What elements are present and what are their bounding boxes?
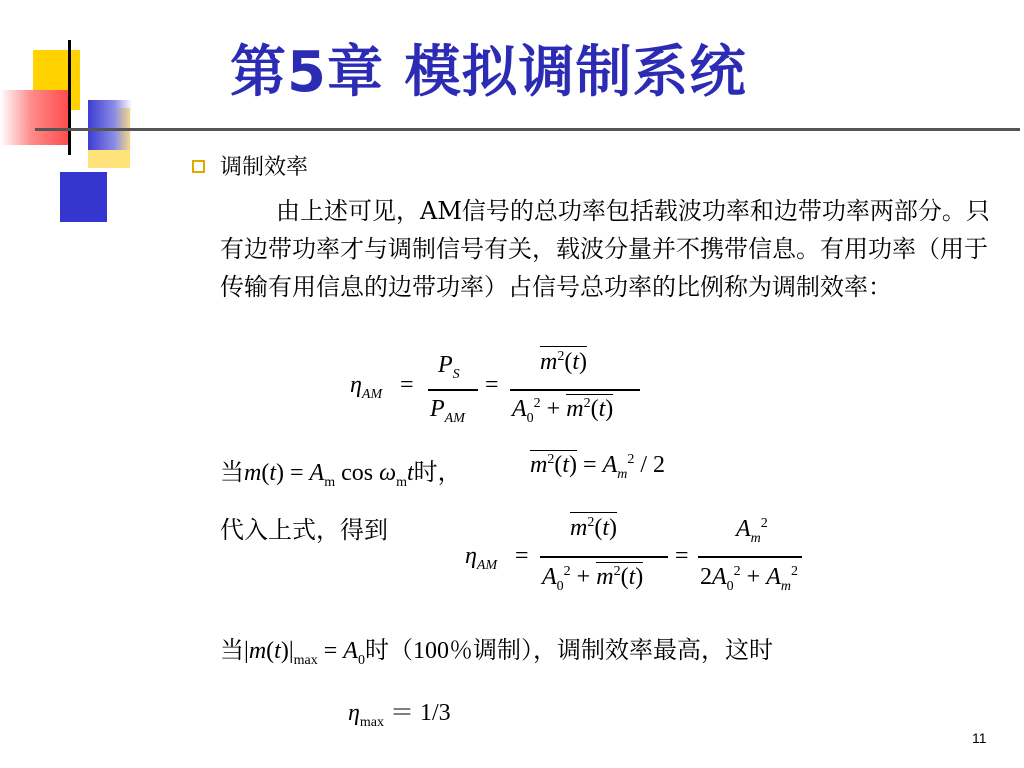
formula-mean-square: $m^2(t) = A_m^2 / 2$ <box>530 452 666 482</box>
bullet-square-icon <box>192 160 205 173</box>
condition-100-percent: 当$|m(t)|_{max} = A_0$时（100％调制），调制效率最高，这时 <box>220 638 773 668</box>
decor-blue-gradient-square <box>88 100 132 150</box>
decor-horizontal-line <box>35 128 1020 131</box>
decor-vertical-line <box>68 40 71 155</box>
eta-max-result: $\eta_{max} = 1/3$ <box>348 700 451 730</box>
formula-efficiency-1: $\eta_{AM}$ <box>350 372 383 402</box>
formula-condition-cos: 当$m(t) = A_m$ $\cos \omega_mt$时， <box>220 460 462 490</box>
substitute-text: 代入上式，得到 <box>220 516 388 544</box>
decor-red-square <box>0 90 70 145</box>
page-number: 11 <box>972 730 987 746</box>
decor-blue-square <box>60 172 107 222</box>
body-paragraph: 由上述可见，AM信号的总功率包括载波功率和边带功率两部分。只有边带功率才与调制信号有关，载波分量并不携带信息。有用功率（用于传输有用信息的边带功率）占信号总功率的比例称为调制效率： <box>220 197 990 301</box>
bullet-heading: 调制效率 <box>220 155 309 180</box>
formula-efficiency-2: $\eta_{AM}$ <box>465 543 498 573</box>
slide-title: 第5章 模拟调制系统 <box>230 40 747 105</box>
